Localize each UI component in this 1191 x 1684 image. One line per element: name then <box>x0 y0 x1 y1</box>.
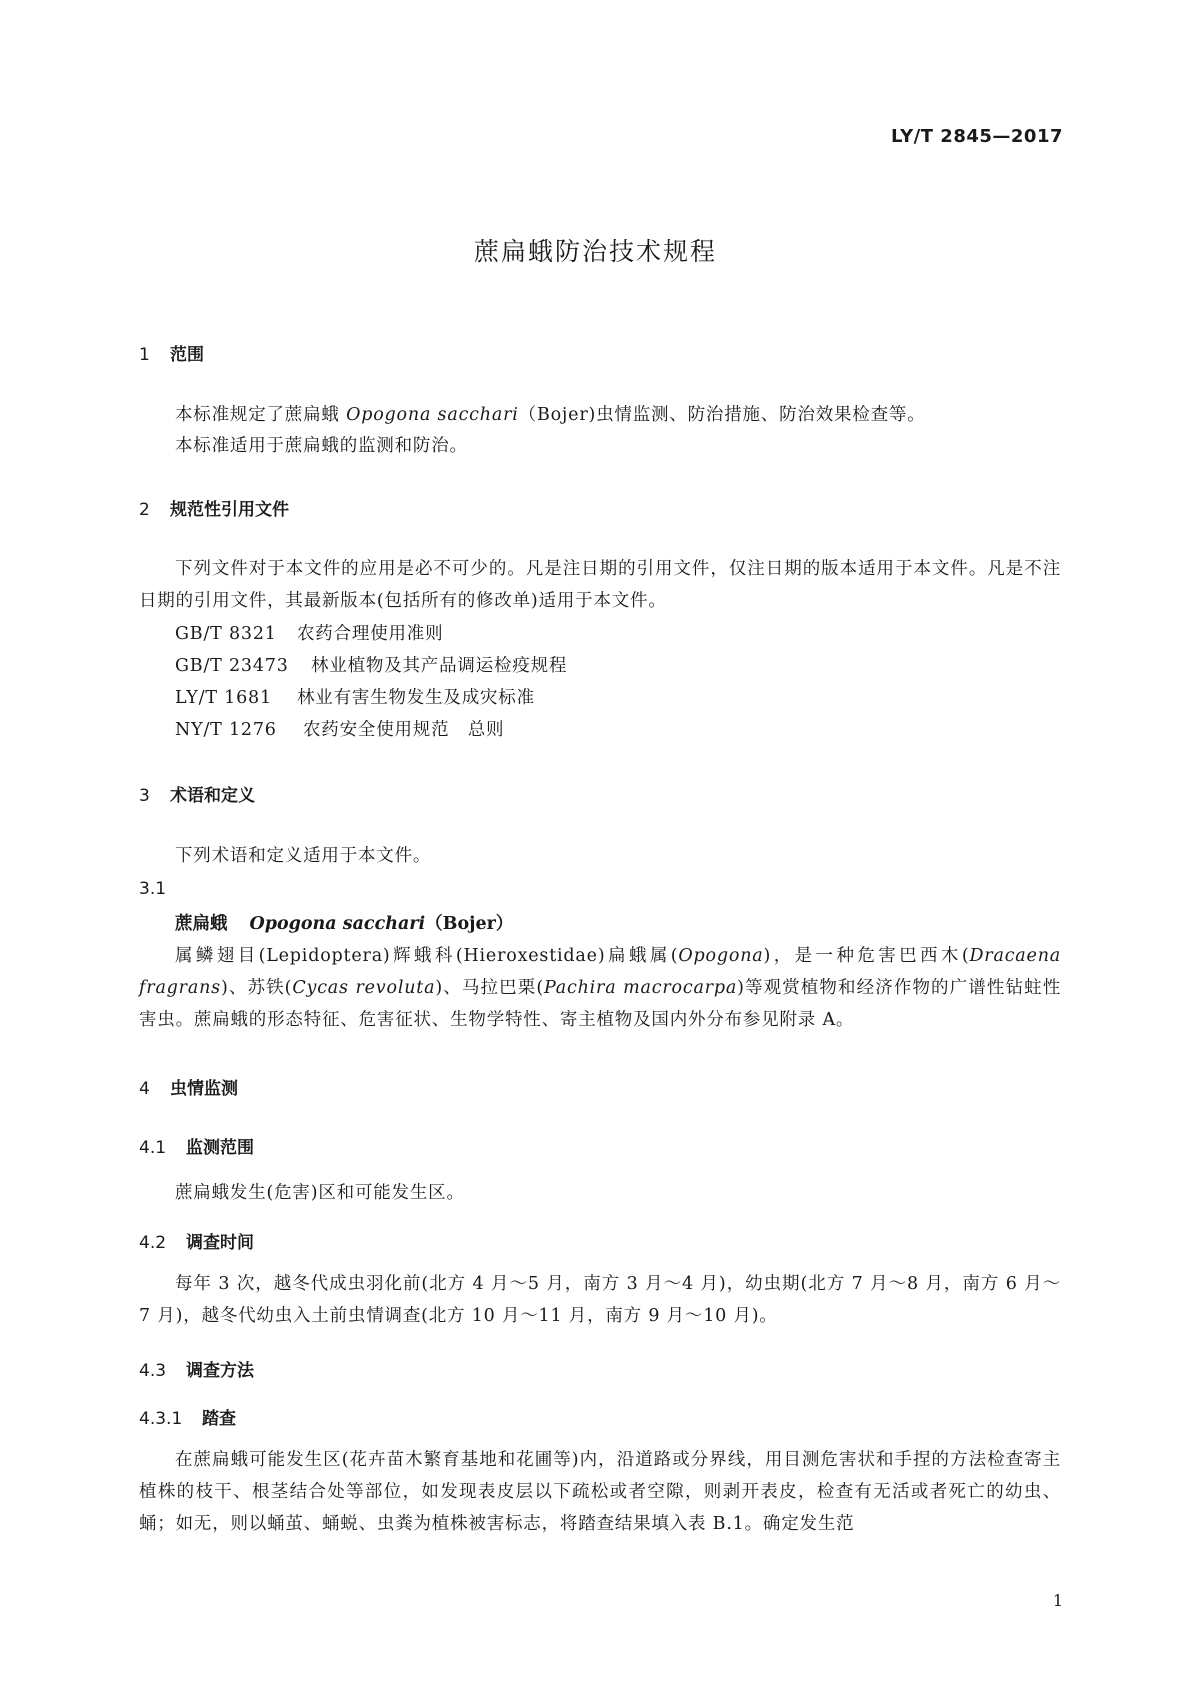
survey-method-text: 在蔗扁蛾可能发生区(花卉苗木繁育基地和花圃等)内，沿道路或分界线，用目测危害状和手捏的方法检查寄主植株的枝干、根茎结合处等部位，如发现表皮层以下疏松或者空隙，则剥开表皮，检查有无活或者死亡的幼虫、蛹；如无，则以蛹茧、蛹蜕、虫粪为植株被害标志，将踏查结果填入表 B.1。确定发生范 <box>139 1450 1061 1534</box>
section-number: 4.1 <box>139 1138 167 1158</box>
scientific-name: Opogona sacchari <box>346 405 519 425</box>
page-number: 1 <box>1052 1591 1063 1610</box>
section-title: 规范性引用文件 <box>170 500 289 520</box>
reference-code: GB/T 23473 <box>175 656 289 676</box>
section-number: 4.3.1 <box>139 1409 183 1429</box>
reference-item <box>175 684 535 709</box>
section-1-heading <box>139 340 204 365</box>
scientific-name: Cycas revoluta <box>292 978 436 998</box>
section-title: 调查时间 <box>186 1233 254 1253</box>
term-chinese: 蔗扁蛾 <box>175 914 228 934</box>
scope-paragraph-2: 本标准适用于蔗扁蛾的监测和防治。 <box>175 436 468 456</box>
reference-title: 林业有害生物发生及成灾标准 <box>297 688 535 708</box>
reference-code: GB/T 8321 <box>175 624 277 644</box>
section-number: 1 <box>139 345 150 365</box>
scientific-name: Dracaena fragrans <box>139 946 1061 998</box>
reference-title: 农药合理使用准则 <box>297 624 444 644</box>
references-intro: 下列文件对于本文件的应用是必不可少的。凡是注日期的引用文件，仅注日期的版本适用于本文件。凡是不注日期的引用文件，其最新版本(包括所有的修改单)适用于本文件。 <box>139 559 1061 611</box>
reference-code: LY/T 1681 <box>175 688 272 708</box>
document-title: 蔗扁蛾防治技术规程 <box>473 237 717 266</box>
scientific-name: Pachira macrocarpa <box>543 978 738 998</box>
section-title: 监测范围 <box>186 1138 254 1158</box>
term-scientific: Opogona sacchari <box>249 914 426 934</box>
section-title: 术语和定义 <box>170 786 255 806</box>
reference-item <box>175 652 567 677</box>
section-title: 虫情监测 <box>170 1079 238 1099</box>
term-number: 3.1 <box>139 879 167 899</box>
text-run: 本标准规定了蔗扁蛾 <box>175 405 347 425</box>
section-4-2-heading <box>139 1228 254 1253</box>
section-number: 3 <box>139 786 150 806</box>
standard-code: LY/T 2845—2017 <box>890 126 1063 147</box>
monitoring-scope-text: 蔗扁蛾发生(危害)区和可能发生区。 <box>175 1183 465 1203</box>
term-definition <box>139 940 1061 1036</box>
section-title: 踏查 <box>202 1409 236 1429</box>
reference-item <box>175 620 443 645</box>
terms-intro: 下列术语和定义适用于本文件。 <box>175 846 432 866</box>
text-run: （Bojer)虫情监测、防治措施、防治效果检查等。 <box>518 405 926 425</box>
reference-code: NY/T 1276 <box>175 720 277 740</box>
section-title: 调查方法 <box>186 1361 254 1381</box>
reference-title: 林业植物及其产品调运检疫规程 <box>311 656 568 676</box>
section-4-1-heading <box>139 1133 254 1158</box>
survey-time-text: 每年 3 次，越冬代成虫羽化前(北方 4 月～5 月，南方 3 月～4 月)，幼虫期(北方 7 月～8 月，南方 6 月～7 月)，越冬代幼虫入土前虫情调查(北方 10 月～11 月，南方 9 月～10 月)。 <box>139 1274 1061 1326</box>
section-4-3-heading <box>139 1356 254 1381</box>
section-2-heading <box>139 495 289 520</box>
reference-item <box>175 716 504 741</box>
section-3-heading <box>139 781 255 806</box>
section-title: 范围 <box>170 345 204 365</box>
term-entry <box>175 910 513 935</box>
text-run: )、苏铁( <box>220 978 293 998</box>
term-author: （Bojer） <box>425 914 514 934</box>
text-run: )，是一种危害巴西木( <box>763 946 970 966</box>
section-4-3-1-heading <box>139 1404 236 1429</box>
reference-title: 农药安全使用规范 总则 <box>303 720 505 740</box>
section-number: 2 <box>139 500 150 520</box>
text-run: )等观赏植物和经济作物的广谱性钻蛀性害虫。蔗扁蛾的形态特征、危害征状、生物学特性、寄主植物及国内外分布参见附录 A。 <box>139 978 1061 1030</box>
scientific-name: Opogona <box>678 946 764 966</box>
text-run: 属鳞翅目(Lepidoptera)辉蛾科(Hieroxestidae)扁蛾属( <box>175 946 679 966</box>
text-run: )、马拉巴栗( <box>435 978 544 998</box>
section-number: 4.3 <box>139 1361 167 1381</box>
section-number: 4.2 <box>139 1233 167 1253</box>
scope-paragraph-1 <box>175 401 926 426</box>
section-4-heading <box>139 1074 238 1099</box>
section-number: 4 <box>139 1079 150 1099</box>
